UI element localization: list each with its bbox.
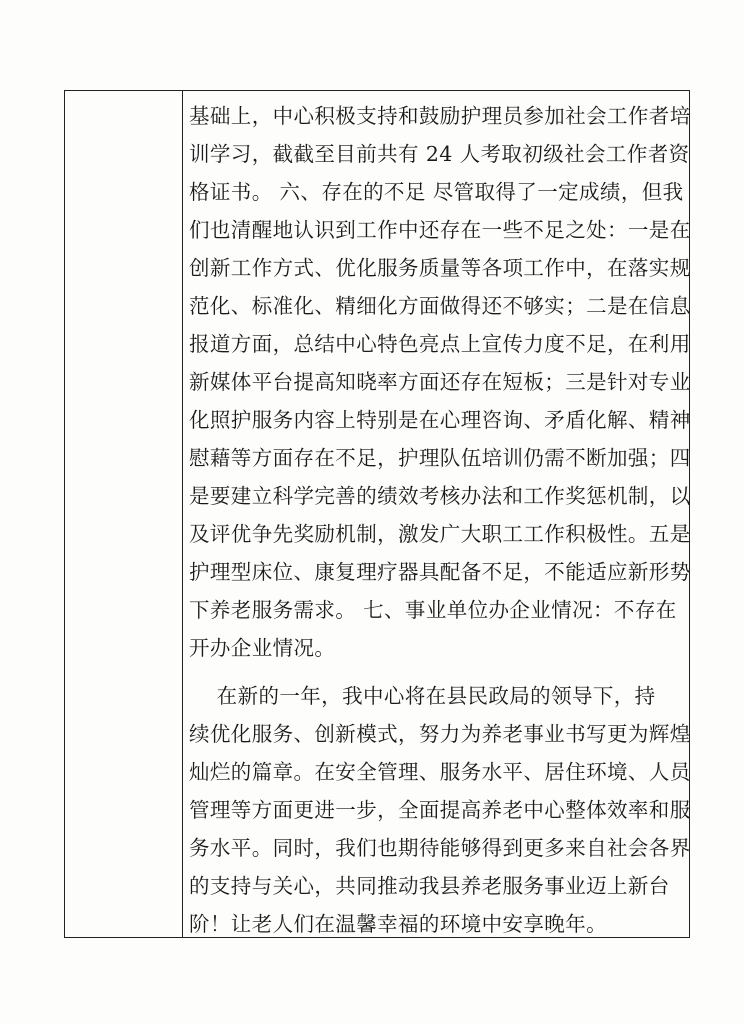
text-line: 范化、标准化、精细化方面做得还不够实；二是在信息 (189, 294, 691, 318)
table-frame (64, 90, 690, 938)
text-line: 基础上，中心积极支持和鼓励护理员参加社会工作者培 (189, 104, 691, 128)
text-line: 慰藉等方面存在不足，护理队伍培训仍需不断加强；四 (189, 446, 691, 470)
text-line: 新媒体平台提高知晓率方面还存在短板；三是针对专业 (189, 370, 691, 394)
text-line: 在新的一年，我中心将在县民政局的领导下，持 (189, 684, 656, 708)
text-line: 创新工作方式、优化服务质量等各项工作中，在落实规 (189, 256, 691, 280)
text-line: 训学习，截截至目前共有 24 人考取初级社会工作者资 (189, 142, 690, 166)
text-line: 续优化服务、创新模式，努力为养老事业书写更为辉煌 (189, 722, 691, 746)
text-line: 务水平。同时，我们也期待能够得到更多来自社会各界 (189, 836, 691, 860)
text-line: 们也清醒地认识到工作中还存在一些不足之处：一是在 (189, 218, 691, 242)
paragraph-spacer (189, 667, 685, 677)
text-line: 下养老服务需求。 七、事业单位办企业情况：不存在 (189, 598, 677, 622)
label-column (65, 91, 183, 937)
text-line: 及评优争先奖励机制，激发广大职工工作积极性。五是 (189, 522, 691, 546)
text-line: 灿烂的篇章。在安全管理、服务水平、居住环境、人员 (189, 760, 691, 784)
text-line: 阶！让老人们在温馨幸福的环境中安享晚年。 (189, 912, 607, 936)
content-cell (189, 97, 691, 943)
text-line: 格证书。 六、存在的不足 尽管取得了一定成绩，但我 (189, 180, 684, 204)
text-line: 化照护服务内容上特别是在心理咨询、矛盾化解、精神 (189, 408, 691, 432)
text-line: 管理等方面更进一步，全面提高养老中心整体效率和服 (189, 798, 691, 822)
text-line: 报道方面，总结中心特色亮点上宣传力度不足，在利用 (189, 332, 691, 356)
text-line: 开办企业情况。 (189, 636, 336, 660)
text-line: 是要建立科学完善的绩效考核办法和工作奖惩机制，以 (189, 484, 691, 508)
text-line: 的支持与关心，共同推动我县养老服务事业迈上新台 (189, 874, 670, 898)
text-line: 护理型床位、康复理疗器具配备不足，不能适应新形势 (189, 560, 691, 584)
